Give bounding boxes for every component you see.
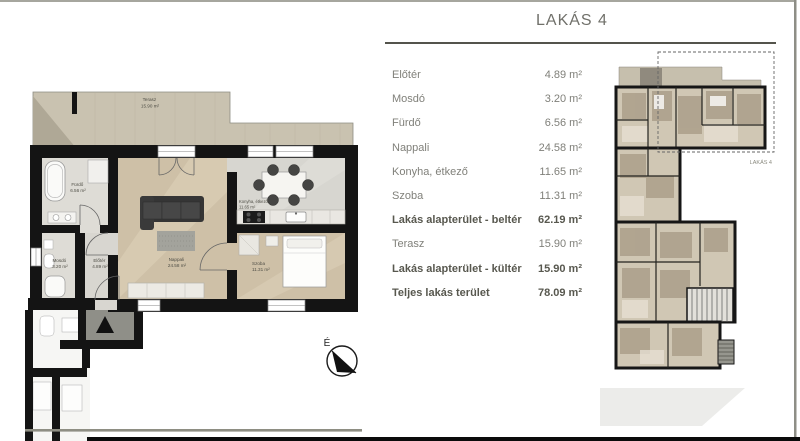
dining-table [262,172,306,198]
site-plan [600,52,774,426]
north-label: É [323,338,331,349]
room-label-mosdo: Mosdó 3.20 m² [52,258,68,269]
row-value: 24.58 m² [538,141,582,154]
room-label-eloter: Előtér 4.89 m² [92,258,108,269]
kitchen-sink [286,212,306,222]
table-row [392,136,582,160]
wardrobe [239,235,259,255]
row-label: Lakás alapterület - kültér [392,262,522,275]
siteplan-shadow [600,388,745,426]
room-label-furdo: Fürdő 6.56 m² [70,182,86,193]
bathtub [45,161,65,201]
row-value: 4.89 m² [544,69,582,82]
top-border-line [0,0,796,2]
wc-sink [44,240,53,249]
bath-cabinet [88,160,108,183]
siteplan-building [616,148,735,368]
bed [283,236,326,287]
room-label-szoba: Szoba 11.31 m² [252,261,270,272]
area-table [392,63,582,305]
row-label: Teljes lakás terület [392,286,490,299]
sideboard [128,283,204,298]
table-row-total-outdoor [392,257,582,281]
north-compass [324,336,357,376]
page-title: LAKÁS 4 [536,12,608,29]
table-row-total-indoor [392,208,582,232]
stove [243,211,265,223]
terrace-area [33,92,353,148]
title-divider [385,42,776,44]
row-value: 11.65 m² [539,165,582,178]
siteplan-unit-label: LAKÁS 4 [749,160,772,166]
vanity [48,212,76,223]
row-value: 15.90 m² [537,262,582,275]
table-row [392,184,582,208]
row-value: 78.09 m² [537,286,582,299]
row-label: Nappali [392,141,430,154]
table-row-grand-total [392,281,582,305]
row-label: Előtér [392,69,421,82]
table-row [392,87,582,111]
row-label: Konyha, étkező [392,165,468,178]
table-row [392,160,582,184]
room-label-terasz: Terasz 15.90 m² [140,97,160,109]
siteplan-stairs [687,288,733,322]
bottom-gray-line [25,429,362,432]
row-value: 15.90 m² [538,238,582,251]
row-label: Mosdó [392,93,426,106]
nightstand [266,236,278,246]
shower-tub [45,276,65,297]
entrance-corridor [86,307,134,342]
table-row [392,232,582,256]
main-floorplan [25,92,358,441]
row-label: Szoba [392,190,424,203]
row-label: Terasz [392,238,425,251]
row-value: 3.20 m² [544,93,582,106]
rug [157,231,195,251]
siteplan-balcony [718,340,734,364]
table-row [392,63,582,87]
siteplan-unit4 [616,67,765,148]
row-value: 6.56 m² [544,117,582,130]
row-value: 62.19 m² [537,214,582,227]
row-label: Lakás alapterület - beltér [392,214,522,227]
row-value: 11.31 m² [539,190,582,203]
room-label-nappali: Nappali 24.58 m² [167,257,187,268]
bottom-black-bar [87,437,800,441]
row-label: Fürdő [392,117,421,130]
right-border-line [794,0,797,441]
room-label-konyha: Konyha, étkező 11.65 m² [239,199,268,210]
table-row [392,111,582,135]
